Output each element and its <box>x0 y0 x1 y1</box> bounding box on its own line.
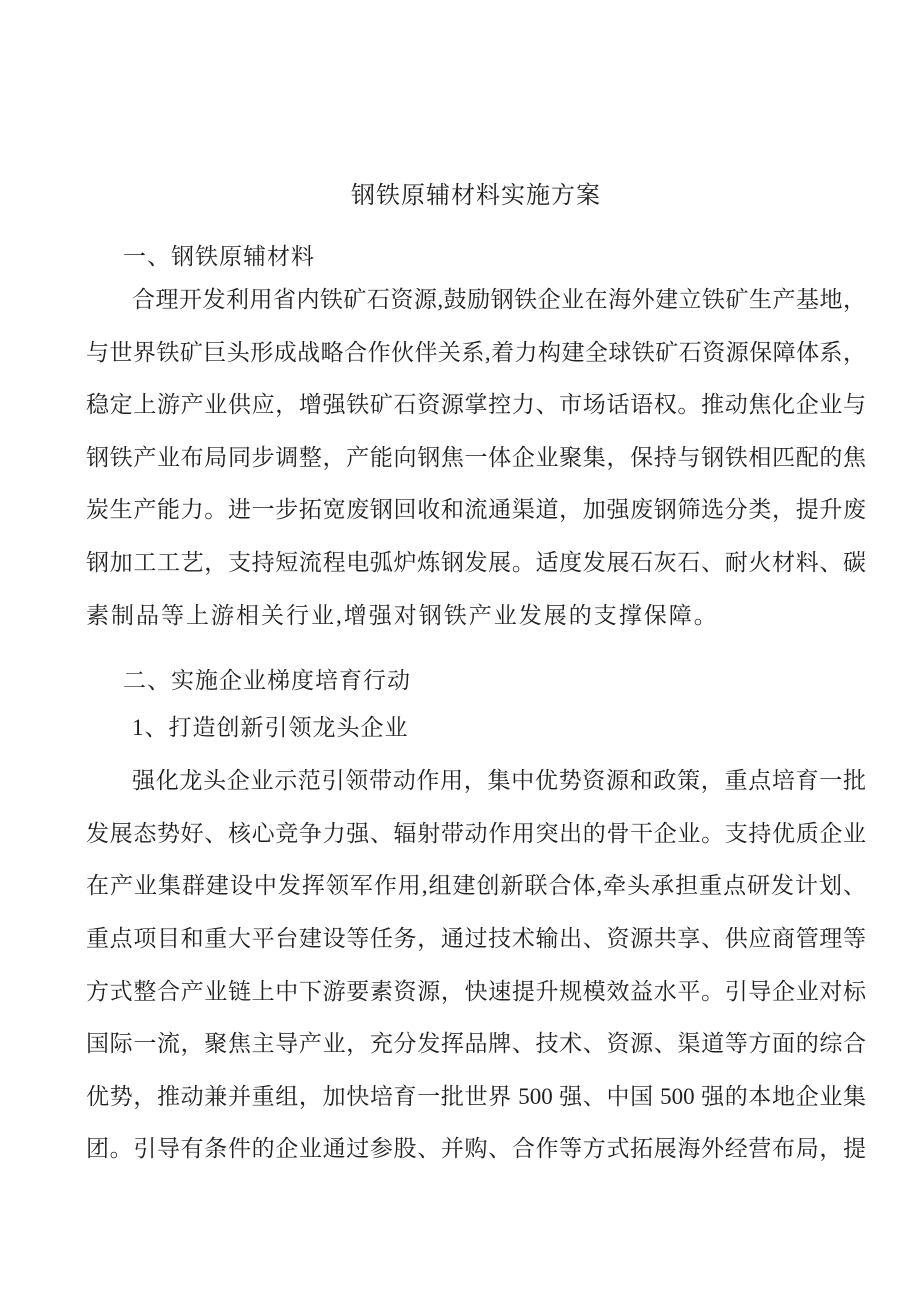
section-1-paragraph <box>86 274 866 642</box>
paragraph-line: 优势，推动兼并重组，加快培育一批世界 500 强、中国 500 强的本地企业集 <box>86 1083 866 1109</box>
section-2-heading: 二、实施企业梯度培育行动 <box>123 668 411 694</box>
section-2-paragraph <box>86 755 866 1176</box>
paragraph-line: 方式整合产业链上中下游要素资源，快速提升规模效益水平。引导企业对标 <box>86 978 866 1004</box>
paragraph-line: 合理开发利用省内铁矿石资源,鼓励钢铁企业在海外建立铁矿生产基地， <box>132 287 866 312</box>
paragraph-line: 炭生产能力。进一步拓宽废钢回收和流通渠道，加强废钢筛选分类，提升废 <box>86 497 866 523</box>
paragraph-line: 发展态势好、核心竞争力强、辐射带动作用突出的骨干企业。支持优质企业 <box>86 820 866 846</box>
paragraph-line: 在产业集群建设中发挥领军作用,组建创新联合体,牵头承担重点研发计划、 <box>86 873 866 899</box>
section-2-subheading: 1、打造创新引领龙头企业 <box>132 715 409 741</box>
section-1-heading: 一、钢铁原辅材料 <box>123 244 315 269</box>
document-title: 钢铁原辅材料实施方案 <box>351 183 601 209</box>
paragraph-line: 素制品等上游相关行业,增强对钢铁产业发展的支撑保障。 <box>86 602 719 628</box>
paragraph-line: 钢加工工艺，支持短流程电弧炉炼钢发展。适度发展石灰石、耐火材料、碳 <box>86 549 866 575</box>
paragraph-line: 与世界铁矿巨头形成战略合作伙伴关系,着力构建全球铁矿石资源保障体系， <box>86 339 866 365</box>
paragraph-line: 国际一流，聚焦主导产业，充分发挥品牌、技术、资源、渠道等方面的综合 <box>86 1031 866 1057</box>
paragraph-line: 钢铁产业布局同步调整，产能向钢焦一体企业聚集，保持与钢铁相匹配的焦 <box>86 444 866 470</box>
paragraph-line: 重点项目和重大平台建设等任务，通过技术输出、资源共享、供应商管理等 <box>86 925 866 951</box>
paragraph-line: 稳定上游产业供应，增强铁矿石资源掌控力、市场话语权。推动焦化企业与 <box>86 392 866 418</box>
paragraph-line: 团。引导有条件的企业通过参股、并购、合作等方式拓展海外经营布局，提 <box>86 1136 866 1162</box>
paragraph-line: 强化龙头企业示范引领带动作用，集中优势资源和政策，重点培育一批 <box>132 768 866 794</box>
